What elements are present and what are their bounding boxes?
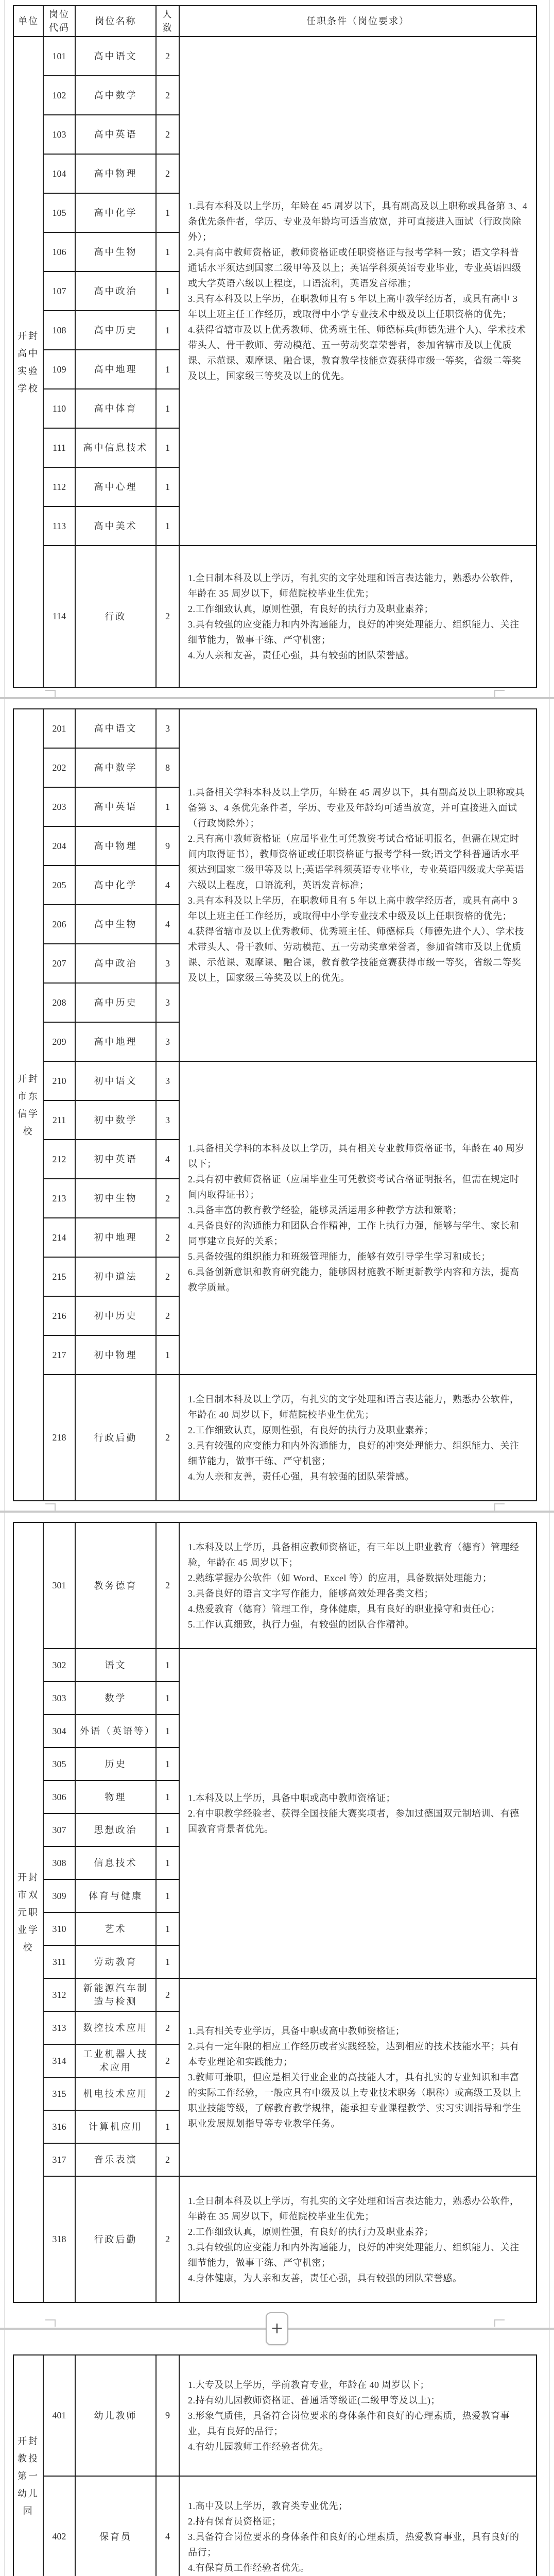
position-name-cell: 信息技术 xyxy=(75,1846,156,1879)
position-count-cell: 2 xyxy=(156,1375,179,1501)
position-code-cell: 218 xyxy=(43,1375,75,1501)
requirement-item: 3.具有较强的应变能力和内外沟通能力，良好的冲突处理能力、组织能力、关注细节能力，做事干练、严守机密； xyxy=(188,619,520,645)
position-code-cell: 317 xyxy=(43,2143,75,2176)
requirement-item: 2.工作细致认真，原则性强，有良好的执行力及职业素养； xyxy=(188,603,434,614)
position-code-cell: 313 xyxy=(43,2011,75,2044)
position-count-cell: 2 xyxy=(156,1218,179,1257)
position-code-cell: 216 xyxy=(43,1296,75,1335)
position-name-cell: 高中数学 xyxy=(75,76,156,115)
position-name-cell: 高中心理 xyxy=(75,467,156,506)
requirement-item: 3.具有较强的应变能力和内外沟通能力，良好的冲突处理能力、组织能力、关注细节能力，做事干练、严守机密； xyxy=(188,1440,520,1466)
requirement-item: 4.热爱教育（德育）管理工作，身体健康，具有良好的职业操守和责任心； xyxy=(188,1603,500,1614)
position-name-cell: 历史 xyxy=(75,1748,156,1781)
position-count-cell: 2 xyxy=(156,1179,179,1218)
requirement-item: 6.具备创新意识和教育研究能力，能够因材施教不断更新教学内容和方法，提高教学质量。 xyxy=(188,1267,520,1293)
requirement-item: 1.本科及以上学历，具备相应教师资格证，有三年以上职业教育（德育）管理经验，年龄在 45 周岁以下； xyxy=(188,1541,520,1568)
position-count-cell: 2 xyxy=(156,546,179,687)
position-row xyxy=(13,1522,536,1649)
position-name-cell: 幼儿教师 xyxy=(75,2355,156,2476)
requirement-item: 5.具备较强的组织能力和班级管理能力，能够有效引导学生学习和成长； xyxy=(188,1251,491,1262)
position-row xyxy=(13,1978,536,2011)
recruitment-table-gaozhong-shiyan xyxy=(0,5,554,688)
requirements-cell xyxy=(179,2355,536,2476)
recruitment-table-youeryuan xyxy=(0,2354,554,2576)
position-code-cell: 102 xyxy=(43,76,75,115)
position-name-cell: 高中政治 xyxy=(75,272,156,311)
requirements-cell xyxy=(179,1649,536,1978)
position-count-cell: 4 xyxy=(156,905,179,944)
position-code-cell: 201 xyxy=(43,709,75,748)
position-code-cell: 315 xyxy=(43,2077,75,2110)
requirement-item: 3.具备符合岗位要求的身体条件和良好的心理素质，热爱教育事业，具有良好的品行； xyxy=(188,2531,520,2557)
position-count-cell: 3 xyxy=(156,983,179,1022)
position-code-cell: 214 xyxy=(43,1218,75,1257)
requirement-item: 1.全日制本科及以上学历，有扎实的文字处理和语言表达能力，熟悉办公软件，年龄在 35 周岁以下，师范院校毕业生优先； xyxy=(188,2195,520,2222)
position-count-cell: 2 xyxy=(156,154,179,193)
position-count-cell: 1 xyxy=(156,1335,179,1375)
position-name-cell: 高中信息技术 xyxy=(75,428,156,467)
position-row xyxy=(13,1061,536,1100)
positions-table xyxy=(13,1522,537,2303)
page-break xyxy=(0,1501,554,1522)
position-count-cell: 1 xyxy=(156,1781,179,1814)
top-margin xyxy=(0,0,554,5)
position-name-cell: 语文 xyxy=(75,1649,156,1682)
text-boundary-mark-icon xyxy=(45,1503,56,1511)
position-name-cell: 高中物理 xyxy=(75,826,156,866)
positions-table xyxy=(13,708,537,1501)
position-count-cell: 1 xyxy=(156,193,179,232)
position-count-cell: 1 xyxy=(156,506,179,546)
requirements-cell xyxy=(179,1375,536,1501)
text-boundary-mark-icon xyxy=(45,2319,56,2327)
position-count-cell: 2 xyxy=(156,1257,179,1296)
page-break xyxy=(0,688,554,708)
position-count-cell: 3 xyxy=(156,709,179,748)
position-count-cell: 3 xyxy=(156,1100,179,1140)
position-code-cell: 311 xyxy=(43,1945,75,1978)
position-count-cell: 4 xyxy=(156,866,179,905)
position-name-cell: 高中历史 xyxy=(75,311,156,350)
position-name-cell: 高中政治 xyxy=(75,944,156,983)
position-code-cell: 101 xyxy=(43,37,75,76)
position-code-cell: 203 xyxy=(43,787,75,826)
requirement-item: 1.全日制本科及以上学历，有扎实的文字处理和语言表达能力，熟悉办公软件，年龄在 40 周岁以下，师范院校毕业生优先； xyxy=(188,1394,520,1420)
position-name-cell: 高中化学 xyxy=(75,866,156,905)
position-row xyxy=(13,2355,536,2476)
requirement-item: 2.持有保育员资格证； xyxy=(188,2516,281,2527)
position-name-cell: 高中历史 xyxy=(75,983,156,1022)
position-count-cell: 1 xyxy=(156,1748,179,1781)
position-count-cell: 1 xyxy=(156,311,179,350)
position-count-cell: 9 xyxy=(156,826,179,866)
position-row xyxy=(13,2476,536,2576)
position-code-cell: 114 xyxy=(43,546,75,687)
position-name-cell: 新能源汽车制造与检测 xyxy=(75,1978,156,2011)
position-code-cell: 208 xyxy=(43,983,75,1022)
position-count-cell: 1 xyxy=(156,350,179,389)
position-name-cell: 高中数学 xyxy=(75,748,156,787)
position-name-cell: 劳动教育 xyxy=(75,1945,156,1978)
position-count-cell: 2 xyxy=(156,1978,179,2011)
text-boundary-mark-icon xyxy=(45,690,56,697)
position-name-cell: 初中地理 xyxy=(75,1218,156,1257)
requirements-cell xyxy=(179,1978,536,2176)
unit-cell: 开封市双元职业学校 xyxy=(13,1522,43,2302)
position-row xyxy=(13,1375,536,1501)
requirement-item: 1.高中及以上学历，教育类专业优先； xyxy=(188,2500,348,2511)
position-count-cell: 3 xyxy=(156,1061,179,1100)
position-name-cell: 行政后勤 xyxy=(75,1375,156,1501)
requirement-item: 2.具有高中教师资格证（应届毕业生可凭教资考试合格证明报名，但需在规定时间内取得证书），教师资格证或任职资格证与报考学科一致;语文学科普通话水平须达到国家二级甲等及以上;英语学科须英语专业毕业，专业英语四级或大学英语六级以上程度，口语流利，英语发音标准； xyxy=(188,834,524,890)
position-code-cell: 309 xyxy=(43,1879,75,1912)
requirement-item: 4.有保育员工作经验者优先。 xyxy=(188,2562,310,2573)
recruitment-table-shuangyuan xyxy=(0,1522,554,2303)
position-code-cell: 401 xyxy=(43,2355,75,2476)
position-code-cell: 402 xyxy=(43,2476,75,2576)
position-code-cell: 303 xyxy=(43,1682,75,1715)
requirement-item: 4.获得省辖市及以上优秀教师、优秀班主任、师德标兵（师德先进个人）、学术技术带头人、骨干教师、劳动模范、五一劳动奖章荣誉者，参加省辖市及以上优质课、示范课、观摩课、融合课，教育教学技能竞赛获得市级一等奖，省级二等奖及以上，国家级三等奖及以上的优先。 xyxy=(188,926,524,983)
position-code-cell: 112 xyxy=(43,467,75,506)
position-name-cell: 物理 xyxy=(75,1781,156,1814)
position-name-cell: 艺术 xyxy=(75,1912,156,1945)
position-code-cell: 305 xyxy=(43,1748,75,1781)
requirement-item: 4.具备良好的沟通能力和团队合作精神，工作上执行力强，能够与学生、家长和同事建立良好的关系； xyxy=(188,1221,520,1246)
position-code-cell: 217 xyxy=(43,1335,75,1375)
position-row xyxy=(13,2176,536,2302)
position-name-cell: 体育与健康 xyxy=(75,1879,156,1912)
position-count-cell: 2 xyxy=(156,2176,179,2302)
position-count-cell: 2 xyxy=(156,1522,179,1649)
requirement-item: 3.形象气质佳，具备符合岗位要求的身体条件和良好的心理素质，热爱教育事业，具有良好的品行； xyxy=(188,2410,510,2436)
requirement-item: 2.持有幼儿园教师资格证、普通话等级证(二级甲等及以上)； xyxy=(188,2395,440,2405)
position-name-cell: 高中英语 xyxy=(75,787,156,826)
position-name-cell: 高中地理 xyxy=(75,350,156,389)
position-count-cell: 2 xyxy=(156,37,179,76)
requirement-item: 3.具备良好的语言文字写作能力，能够高效处理各类文档； xyxy=(188,1588,434,1599)
position-code-cell: 106 xyxy=(43,232,75,272)
position-count-cell: 2 xyxy=(156,1296,179,1335)
position-code-cell: 210 xyxy=(43,1061,75,1100)
position-count-cell: 1 xyxy=(156,1649,179,1682)
position-count-cell: 1 xyxy=(156,428,179,467)
position-count-cell: 1 xyxy=(156,1682,179,1715)
requirement-item: 5.工作认真细致，执行力强，有较强的团队合作精神。 xyxy=(188,1619,414,1630)
position-code-cell: 318 xyxy=(43,2176,75,2302)
position-name-cell: 初中数学 xyxy=(75,1100,156,1140)
position-name-cell: 数控技术应用 xyxy=(75,2011,156,2044)
position-name-cell: 高中生物 xyxy=(75,905,156,944)
position-name-cell: 音乐表演 xyxy=(75,2143,156,2176)
position-name-cell: 行政 xyxy=(75,546,156,687)
positions-table xyxy=(13,2354,537,2576)
requirement-item: 1.本科及以上学历，具备中职或高中教师资格证； xyxy=(188,1793,395,1803)
unit-cell: 开封市东信学校 xyxy=(13,709,43,1501)
position-code-cell: 304 xyxy=(43,1715,75,1748)
position-count-cell: 2 xyxy=(156,115,179,154)
position-name-cell: 教务德育 xyxy=(75,1522,156,1649)
position-count-cell: 1 xyxy=(156,1912,179,1945)
requirement-item: 3.具有本科及以上学历，在职教师且有 5 年以上高中教学经历者，或具有高中 3 年以上班主任工作经历，或取得中小学专业技术中级及以上任职资格的优先； xyxy=(188,895,518,921)
requirement-item: 1.具备相关学科本科及以上学历，年龄在 45 周岁以下，具有副高及以上职称或具备第 3、4 条优先条件者，学历、专业及年龄均可适当放宽，并可直接进入面试（行政岗除外）； xyxy=(188,787,525,828)
position-count-cell: 1 xyxy=(156,272,179,311)
requirement-item: 3.具有较强的应变能力和内外沟通能力，良好的冲突处理能力、组织能力、关注细节能力，做事干练、严守机密； xyxy=(188,2242,520,2268)
requirements-cell xyxy=(179,1522,536,1649)
requirement-item: 2.有中职教学经验者、获得全国技能大赛奖项者，参加过德国双元制培训、有德国教育背景者优先。 xyxy=(188,1808,520,1834)
position-name-cell: 高中美术 xyxy=(75,506,156,546)
position-name-cell: 高中体育 xyxy=(75,389,156,428)
position-code-cell: 104 xyxy=(43,154,75,193)
position-count-cell: 1 xyxy=(156,1945,179,1978)
position-count-cell: 1 xyxy=(156,467,179,506)
requirement-item: 2.具有一定年限的相应工作经历或者实践经验，达到相应的技术技能水平；具有本专业理论和实践能力； xyxy=(188,2041,520,2067)
position-name-cell: 高中地理 xyxy=(75,1022,156,1061)
position-count-cell: 1 xyxy=(156,1715,179,1748)
position-code-cell: 107 xyxy=(43,272,75,311)
position-code-cell: 103 xyxy=(43,115,75,154)
position-name-cell: 初中历史 xyxy=(75,1296,156,1335)
position-code-cell: 204 xyxy=(43,826,75,866)
position-count-cell: 9 xyxy=(156,2355,179,2476)
requirement-item: 1.具备相关学科的本科及以上学历，具有相关专业教师资格证书，年龄在 40 周岁以下； xyxy=(188,1143,525,1169)
position-name-cell: 数学 xyxy=(75,1682,156,1715)
position-count-cell: 1 xyxy=(156,787,179,826)
position-name-cell: 高中语文 xyxy=(75,37,156,76)
requirement-item: 3.具有本科及以上学历，在职教师且有 5 年以上高中教学经历者，或具有高中 3 年以上班主任工作经历，或取得中小学专业技术中级及以上任职资格的优先； xyxy=(188,294,518,319)
position-code-cell: 314 xyxy=(43,2044,75,2077)
position-row xyxy=(13,37,536,76)
header-position-code: 岗位代码 xyxy=(43,6,75,37)
requirement-item: 3.教师可兼职，但应是相关行业企业的高技能人才，具有扎实的专业知识和丰富的实际工作经验，一般应具有中级及以上专业技术职务（职称）或高级工及以上职业技能等级，了解教育教学规律，能承担专业课程教学、实习实训指导和学生职业发展规划指导等专业教学任务。 xyxy=(188,2072,522,2129)
requirement-item: 2.工作细致认真，原则性强，有良好的执行力及职业素养； xyxy=(188,2226,434,2237)
position-name-cell: 行政后勤 xyxy=(75,2176,156,2302)
position-code-cell: 202 xyxy=(43,748,75,787)
text-boundary-mark-icon xyxy=(494,1503,505,1511)
position-count-cell: 1 xyxy=(156,232,179,272)
position-code-cell: 302 xyxy=(43,1649,75,1682)
position-count-cell: 4 xyxy=(156,1140,179,1179)
table-header-row xyxy=(13,6,536,37)
requirement-item: 1.全日制本科及以上学历，有扎实的文字处理和语言表达能力，熟悉办公软件，年龄在 35 周岁以下，师范院校毕业生优先； xyxy=(188,572,520,599)
position-code-cell: 209 xyxy=(43,1022,75,1061)
recruitment-table-dongxin xyxy=(0,708,554,1501)
position-name-cell: 高中化学 xyxy=(75,193,156,232)
requirement-item: 4.有幼儿园教师工作经验者优先。 xyxy=(188,2441,329,2452)
position-name-cell: 初中英语 xyxy=(75,1140,156,1179)
position-count-cell: 1 xyxy=(156,1846,179,1879)
position-name-cell: 初中语文 xyxy=(75,1061,156,1100)
position-name-cell: 工业机器人技术应用 xyxy=(75,2044,156,2077)
text-boundary-mark-icon xyxy=(494,690,505,697)
requirements-cell xyxy=(179,2176,536,2302)
position-count-cell: 2 xyxy=(156,2143,179,2176)
requirement-item: 4.身体健康，为人亲和友善，责任心强，具有较强的团队荣誉感。 xyxy=(188,2273,462,2283)
position-name-cell: 高中生物 xyxy=(75,232,156,272)
requirements-cell xyxy=(179,37,536,546)
position-count-cell: 1 xyxy=(156,389,179,428)
position-count-cell: 2 xyxy=(156,2077,179,2110)
position-count-cell: 8 xyxy=(156,748,179,787)
position-name-cell: 高中英语 xyxy=(75,115,156,154)
requirement-item: 1.大专及以上学历，学前教育专业，年龄在 40 周岁以下； xyxy=(188,2379,429,2390)
position-name-cell: 初中物理 xyxy=(75,1335,156,1375)
position-name-cell: 高中物理 xyxy=(75,154,156,193)
text-boundary-mark-icon xyxy=(494,2319,505,2327)
page-break-line xyxy=(0,1511,554,1513)
position-code-cell: 211 xyxy=(43,1100,75,1140)
position-count-cell: 1 xyxy=(156,2110,179,2143)
unit-cell: 开封高中实验学校 xyxy=(13,37,43,687)
position-count-cell: 2 xyxy=(156,2044,179,2077)
position-count-cell: 1 xyxy=(156,1879,179,1912)
position-code-cell: 307 xyxy=(43,1814,75,1846)
expand-pages-button[interactable]: + xyxy=(266,2312,288,2345)
position-count-cell: 3 xyxy=(156,1022,179,1061)
page-break-with-button xyxy=(0,2303,554,2354)
position-count-cell: 2 xyxy=(156,2011,179,2044)
position-code-cell: 310 xyxy=(43,1912,75,1945)
requirements-cell xyxy=(179,546,536,687)
position-code-cell: 109 xyxy=(43,350,75,389)
position-code-cell: 308 xyxy=(43,1846,75,1879)
header-position-name: 岗位名称 xyxy=(75,6,156,37)
requirement-item: 3.具备丰富的教育教学经验，能够灵活运用多种教学方法和策略； xyxy=(188,1205,462,1215)
position-code-cell: 213 xyxy=(43,1179,75,1218)
position-code-cell: 105 xyxy=(43,193,75,232)
header-count: 人数 xyxy=(156,6,179,37)
position-row xyxy=(13,546,536,687)
position-row xyxy=(13,709,536,748)
position-code-cell: 212 xyxy=(43,1140,75,1179)
position-code-cell: 110 xyxy=(43,389,75,428)
header-requirements: 任职条件（岗位要求） xyxy=(179,6,536,37)
requirements-cell xyxy=(179,709,536,1061)
unit-cell: 开封教投第一幼儿园 xyxy=(13,2355,43,2576)
position-code-cell: 111 xyxy=(43,428,75,467)
requirement-item: 2.工作细致认真，原则性强，有良好的执行力及职业素养； xyxy=(188,1425,434,1435)
requirement-item: 1.具有本科及以上学历，年龄在 45 周岁以下，具有副高及以上职称或具备第 3、4 条优先条件者，学历、专业及年龄均可适当放宽，并可直接进入面试（行政岗除外）； xyxy=(188,201,528,242)
requirements-cell xyxy=(179,1061,536,1375)
requirement-item: 4.获得省辖市及以上优秀教师、优秀班主任、师德标兵(师德先进个人)、学术技术带头人、骨干教师、劳动模范、五一劳动奖章荣誉者，参加省辖市及以上优质课、示范课、观摩课、融合课，教育教学技能竞赛获得市级一等奖，省级二等奖及以上，国家级三等奖及以上的优先。 xyxy=(188,325,526,381)
requirement-item: 4.为人亲和友善，责任心强，具有较强的团队荣誉感。 xyxy=(188,650,414,660)
position-code-cell: 206 xyxy=(43,905,75,944)
position-name-cell: 初中道法 xyxy=(75,1257,156,1296)
position-code-cell: 205 xyxy=(43,866,75,905)
position-code-cell: 306 xyxy=(43,1781,75,1814)
position-name-cell: 保育员 xyxy=(75,2476,156,2576)
position-count-cell: 4 xyxy=(156,2476,179,2576)
position-code-cell: 301 xyxy=(43,1522,75,1649)
page-break-line xyxy=(0,697,554,699)
requirement-item: 2.熟练掌握办公软件（如 Word、Excel 等）的应用，具备数据处理能力； xyxy=(188,1572,492,1583)
requirement-item: 1.具有相关专业学历，具备中职或高中教师资格证； xyxy=(188,2026,405,2036)
position-name-cell: 高中语文 xyxy=(75,709,156,748)
position-name-cell: 机电技术应用 xyxy=(75,2077,156,2110)
position-count-cell: 3 xyxy=(156,944,179,983)
requirement-item: 2.具有高中教师资格证，教师资格证或任职资格证与报考学科一致；语文学科普通话水平须达到国家二级甲等及以上；英语学科须英语专业毕业，专业英语四级或大学英语六级以上程度，口语流利，英语发音标准； xyxy=(188,247,522,289)
position-code-cell: 316 xyxy=(43,2110,75,2143)
header-unit: 单位 xyxy=(13,6,43,37)
position-code-cell: 312 xyxy=(43,1978,75,2011)
position-name-cell: 思想政治 xyxy=(75,1814,156,1846)
position-name-cell: 外语（英语等） xyxy=(75,1715,156,1748)
requirements-cell xyxy=(179,2476,536,2576)
position-code-cell: 113 xyxy=(43,506,75,546)
requirement-item: 2.具有初中教师资格证（应届毕业生可凭教资考试合格证明报名，但需在规定时间内取得证书）； xyxy=(188,1174,520,1200)
position-count-cell: 1 xyxy=(156,1814,179,1846)
positions-table xyxy=(13,5,537,688)
position-name-cell: 计算机应用 xyxy=(75,2110,156,2143)
position-name-cell: 初中生物 xyxy=(75,1179,156,1218)
position-count-cell: 2 xyxy=(156,76,179,115)
requirement-item: 4.为人亲和友善，责任心强，具有较强的团队荣誉感。 xyxy=(188,1471,414,1482)
position-code-cell: 108 xyxy=(43,311,75,350)
position-row xyxy=(13,1649,536,1682)
position-code-cell: 207 xyxy=(43,944,75,983)
position-code-cell: 215 xyxy=(43,1257,75,1296)
